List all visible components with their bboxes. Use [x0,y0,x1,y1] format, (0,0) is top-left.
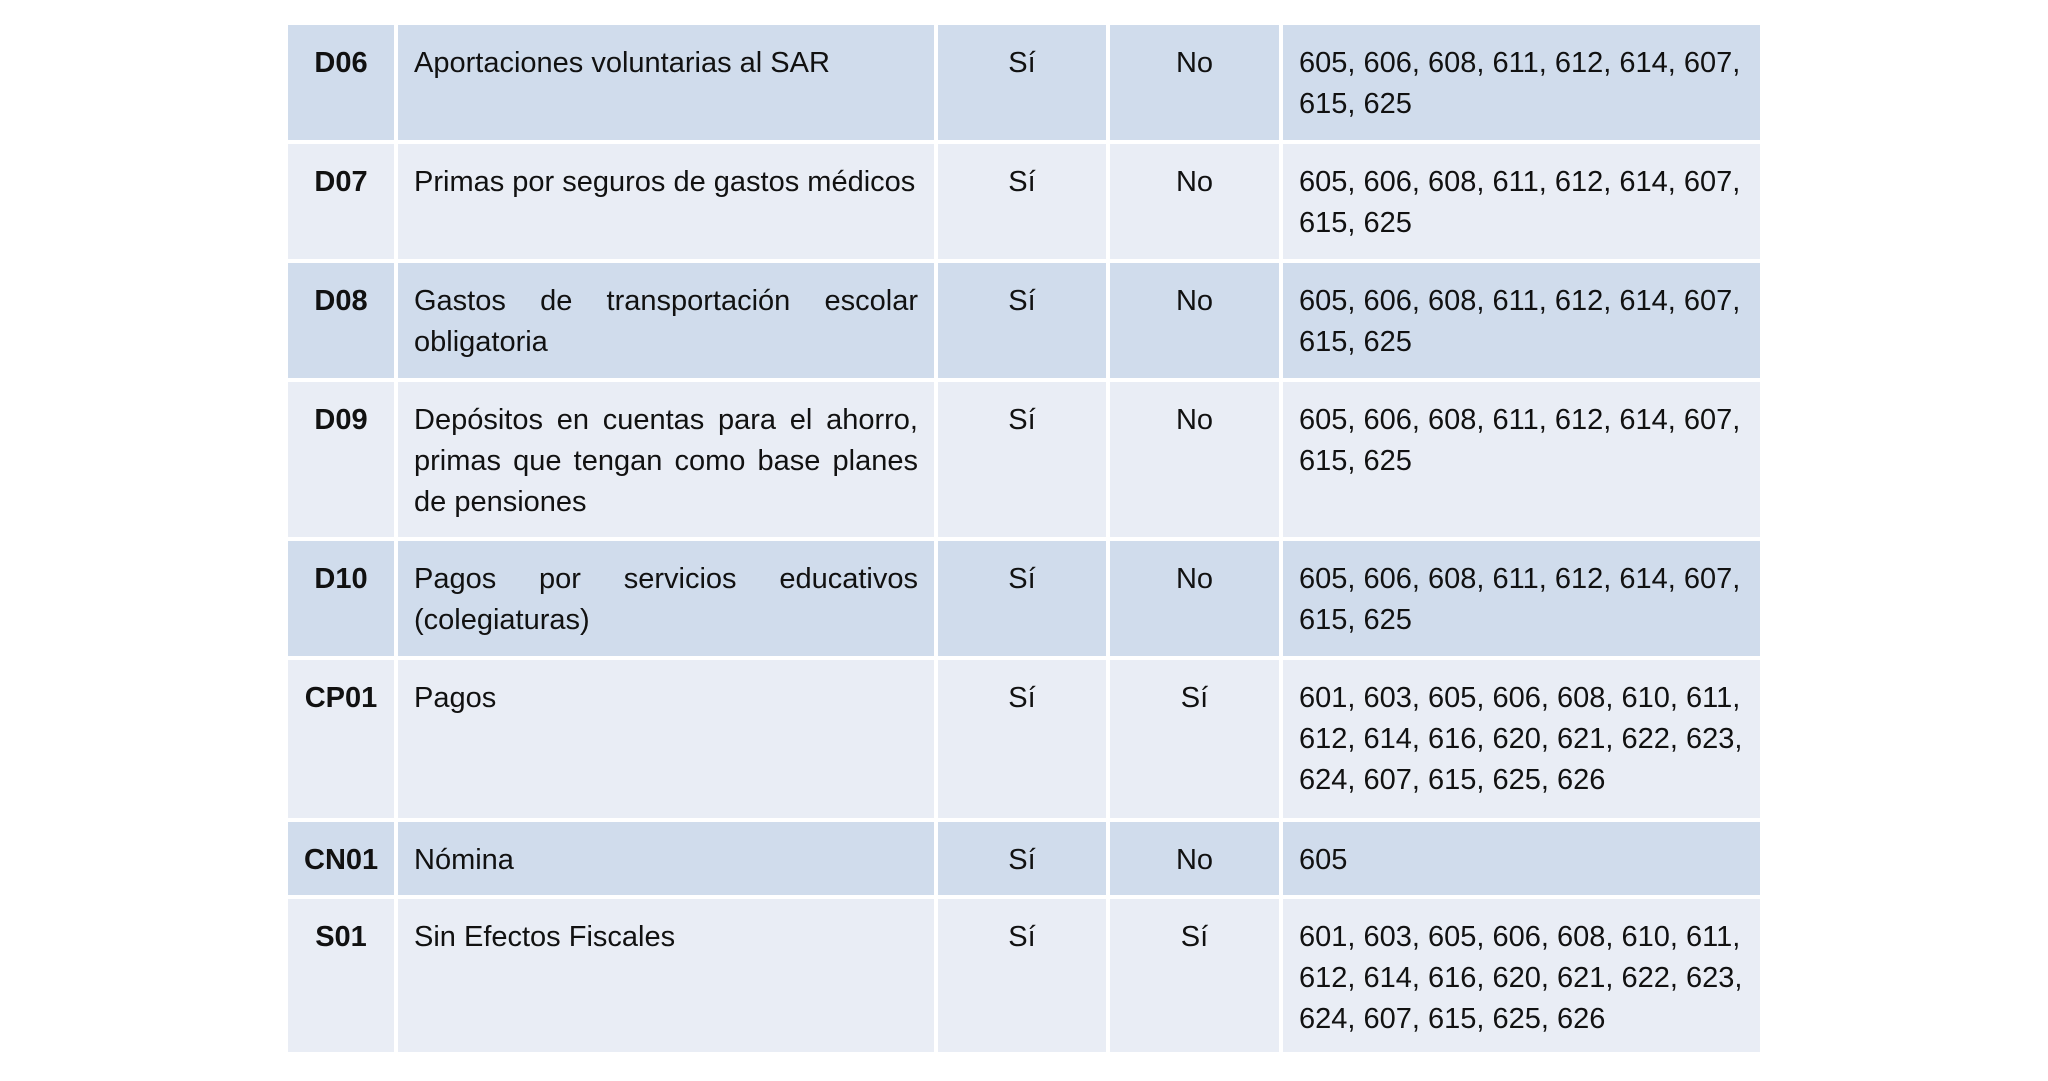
usage-description [398,263,938,382]
regimenes-value: 605, 606, 608, 611, 612, 614, 607, 615, 625 [1283,25,1760,144]
table-row [288,382,1760,541]
persona-moral-value: No [1110,822,1283,899]
usage-description-text: Depósitos en cuentas para el ahorro, primas que tengan como base planes de pensiones [414,404,918,518]
persona-moral-value: No [1110,144,1283,263]
persona-fisica-value: Sí [938,541,1110,660]
usage-code: D08 [288,263,398,382]
usage-description [398,25,938,144]
usage-code: CP01 [288,660,398,822]
cfdi-usage-table [288,25,1760,1052]
usage-description-text: Gastos de transportación escolar obligatoria [414,285,918,358]
table-row [288,541,1760,660]
table-row [288,25,1760,144]
usage-description [398,541,938,660]
usage-description-text: Pagos [414,682,497,714]
persona-moral-value: Sí [1110,660,1283,822]
usage-description [398,144,938,263]
usage-code: D10 [288,541,398,660]
usage-code: D07 [288,144,398,263]
table-row [288,144,1760,263]
persona-fisica-value: Sí [938,899,1110,1052]
persona-fisica-value: Sí [938,822,1110,899]
table-row [288,263,1760,382]
persona-moral-value: No [1110,541,1283,660]
usage-description-text: Sin Efectos Fiscales [414,921,676,953]
regimenes-value: 605, 606, 608, 611, 612, 614, 607, 615, 625 [1283,382,1760,541]
regimenes-value: 605, 606, 608, 611, 612, 614, 607, 615, 625 [1283,541,1760,660]
usage-code: D06 [288,25,398,144]
regimenes-value: 605 [1283,822,1760,899]
persona-moral-value: No [1110,263,1283,382]
usage-description [398,660,938,822]
usage-code: S01 [288,899,398,1052]
usage-description [398,822,938,899]
persona-fisica-value: Sí [938,660,1110,822]
usage-description-text: Primas por seguros de gastos médicos [414,166,916,198]
usage-description [398,382,938,541]
usage-description-text: Aportaciones voluntarias al SAR [414,47,830,79]
usage-description-text: Pagos por servicios educativos (colegiaturas) [414,563,918,636]
usage-description [398,899,938,1052]
persona-moral-value: No [1110,382,1283,541]
persona-fisica-value: Sí [938,263,1110,382]
persona-fisica-value: Sí [938,144,1110,263]
regimenes-value: 605, 606, 608, 611, 612, 614, 607, 615, 625 [1283,144,1760,263]
table-row [288,660,1760,822]
usage-code: CN01 [288,822,398,899]
usage-code: D09 [288,382,398,541]
table-row [288,822,1760,899]
table-row [288,899,1760,1052]
persona-moral-value: Sí [1110,899,1283,1052]
usage-description-text: Nómina [414,844,514,876]
regimenes-value: 601, 603, 605, 606, 608, 610, 611, 612, 614, 616, 620, 621, 622, 623, 624, 607, 615, 625, 626 [1283,899,1760,1052]
regimenes-value: 605, 606, 608, 611, 612, 614, 607, 615, 625 [1283,263,1760,382]
persona-fisica-value: Sí [938,25,1110,144]
regimenes-value: 601, 603, 605, 606, 608, 610, 611, 612, 614, 616, 620, 621, 622, 623, 624, 607, 615, 625, 626 [1283,660,1760,822]
persona-fisica-value: Sí [938,382,1110,541]
persona-moral-value: No [1110,25,1283,144]
